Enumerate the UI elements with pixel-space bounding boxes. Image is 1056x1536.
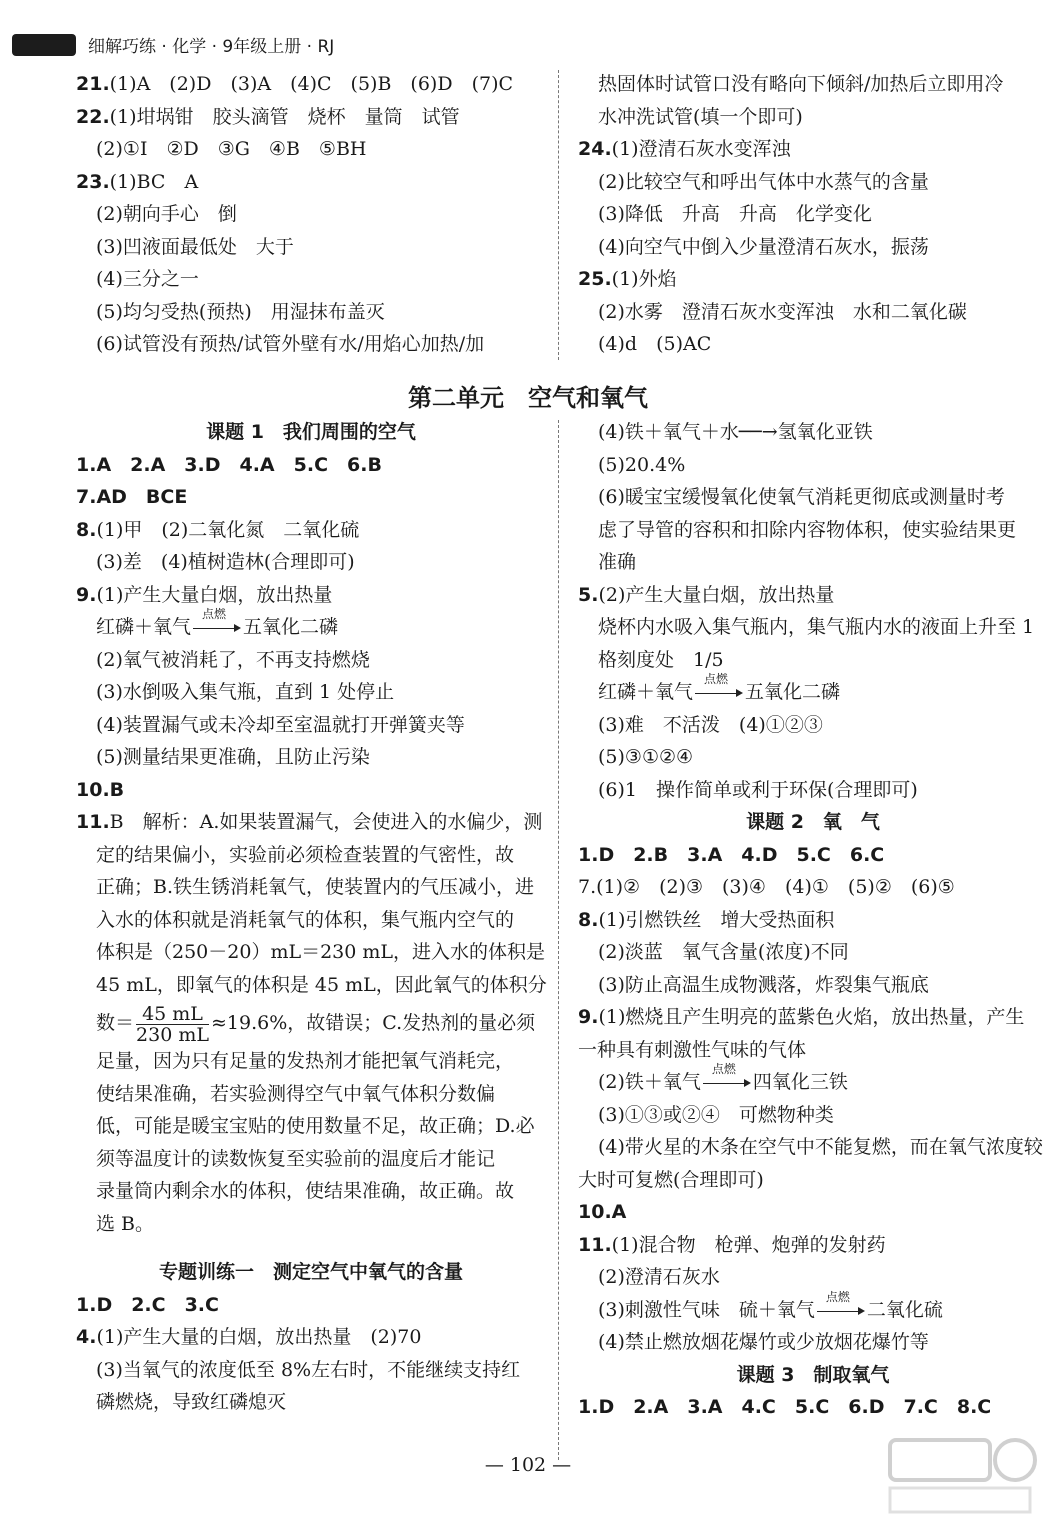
- left-column: [76, 416, 546, 1419]
- lesson2-answer-10: 10.A: [578, 1201, 627, 1223]
- lesson1-answer-9e: (5)测量结果更准确，且防止污染: [96, 746, 370, 768]
- lesson2-heading: 课题 2 氧 气: [746, 811, 880, 833]
- lesson2-answer-11: 11.(1)混合物 枪弹、炮弹的发射药: [578, 1233, 886, 1256]
- lesson3-heading: 课题 3 制取氧气: [736, 1363, 890, 1386]
- lesson1-answer-9b: (2)氧气被消耗了，不再支持燃烧: [96, 648, 370, 671]
- lesson2-answer-8b: (2)淡蓝 氧气含量(浓度)不同: [598, 941, 849, 963]
- q24-part2: (2)比较空气和呼出气体中水蒸气的含量: [598, 170, 929, 193]
- q23-part6: (6)试管没有预热/试管外壁有水/用焰心加热/加: [96, 333, 485, 355]
- q23: 23.(1)BC A: [76, 170, 199, 193]
- header-title: 细解巧练 · 化学 · 9年级上册 · RJ: [88, 37, 335, 57]
- header-tab: [12, 34, 76, 56]
- reaction-arrow: 点燃: [191, 618, 243, 638]
- training-answer-5b: 烧杯内水吸入集气瓶内，集气瓶内水的液面上升至 1: [598, 616, 1035, 638]
- lesson2-answer-8c: (3)防止高温生成物溅落，炸裂集气瓶底: [598, 973, 929, 996]
- equation-phosphorus-2: 红磷＋氧气 点燃 五氧化二磷: [598, 672, 841, 703]
- explanation-line: 入水的体积就是消耗氧气的体积，集气瓶内空气的: [96, 908, 515, 931]
- equation-phosphorus: 红磷＋氧气 点燃 五氧化二磷: [96, 607, 339, 638]
- training-answers-1-3: 1.D 2.C 3.C: [76, 1293, 219, 1316]
- q23-part4: (4)三分之一: [96, 268, 199, 290]
- top-left-column: [76, 68, 546, 361]
- training-answer-5e: (5)③①②④: [598, 746, 694, 768]
- training-answer-5d: (3)难 不活泼 (4)①②③: [598, 713, 823, 736]
- q23-part5: (5)均匀受热(预热) 用湿抹布盖灭: [96, 300, 385, 323]
- training-answer-5f: (6)1 操作简单或利于环保(合理即可): [598, 778, 918, 801]
- right-column: [578, 416, 1048, 1424]
- training-answer-4g: 虑了导管的容积和扣除内容物体积，使实验结果更: [598, 518, 1017, 541]
- q24-part3: (3)降低 升高 升高 化学变化: [598, 203, 872, 225]
- training-answer-5: 5.(2)产生大量白烟，放出热量: [578, 583, 835, 606]
- watermark-logo: [880, 1430, 1040, 1520]
- training-answer-4: 4.(1)产生大量的白烟，放出热量 (2)70: [76, 1326, 422, 1348]
- column-divider-top: [558, 70, 559, 360]
- explanation-line: 选 B。: [96, 1212, 155, 1235]
- page-number: — 102 —: [484, 1454, 572, 1476]
- column-divider-bottom: [558, 420, 559, 1460]
- lesson2-answer-11b: (2)澄清石灰水: [598, 1266, 720, 1288]
- training-answer-4c: 磷燃烧，导致红磷熄灭: [96, 1391, 287, 1413]
- explanation-fraction-line: 数＝ $\frac{45 mL}{230 mL}$ ≈19.6%，故错误；C.发热剂的量必须: [96, 1002, 536, 1046]
- q23-part2: (2)朝向手心 倒: [96, 203, 237, 225]
- lesson1-answer-7: 7.AD BCE: [76, 486, 188, 508]
- unit-title: 第二单元 空气和氧气: [408, 384, 648, 412]
- q22: 22.(1)坩埚钳 胶头滴管 烧杯 量筒 试管: [76, 105, 460, 128]
- top-right-column: [578, 68, 1048, 361]
- explanation-line: 低，可能是暖宝宝贴的使用数量不足，故正确；D.必: [96, 1115, 535, 1137]
- training-answer-4h: 准确: [598, 551, 637, 573]
- q25: 25.(1)外焰: [578, 268, 677, 290]
- explanation-line: 定的结果偏小，实验前必须检查装置的气密性，故: [96, 843, 515, 866]
- lesson2-answer-9d: (3)①③或②④ 可燃物种类: [598, 1103, 834, 1126]
- lesson2-answer-11d: (4)禁止燃放烟花爆竹或少放烟花爆竹等: [598, 1331, 929, 1353]
- training-answer-4d: (4)铁＋氧气＋水──→氢氧化亚铁: [598, 421, 873, 443]
- explanation-line: 录量筒内剩余水的体积，使结果准确，故正确。故: [96, 1180, 515, 1202]
- q23-cont2: 水冲洗试管(填一个即可): [598, 105, 803, 128]
- reaction-arrow: 点燃: [701, 1073, 753, 1093]
- q24: 24.(1)澄清石灰水变浑浊: [578, 138, 791, 160]
- explanation-line: 足量，因为只有足量的发热剂才能把氧气消耗完，: [96, 1050, 515, 1072]
- lesson1-answer-8b: (3)差 (4)植树造林(合理即可): [96, 551, 355, 573]
- lesson2-answer-9a2: 一种具有刺激性气味的气体: [578, 1038, 807, 1061]
- reaction-arrow: 点燃: [693, 683, 745, 703]
- explanation-line: 正确；B.铁生锈消耗氧气，使装置内的气压减小，进: [96, 876, 535, 898]
- training-answer-5c: 格刻度处 1/5: [598, 648, 724, 671]
- equation-iron: (2)铁＋氧气 点燃 四氧化三铁: [598, 1062, 848, 1093]
- training-answer-4b: (3)当氧气的浓度低至 8%左右时，不能继续支持红: [96, 1358, 521, 1381]
- q21: 21.(1)A (2)D (3)A (4)C (5)B (6)D (7)C: [76, 73, 514, 95]
- lesson1-answer-11: 11.B 解析：A.如果装置漏气，会使进入的水偏少，测: [76, 811, 543, 833]
- q23-cont1: 热固体时试管口没有略向下倾斜/加热后立即用冷: [598, 73, 1004, 95]
- explanation-line: 体积是（250－20）mL＝230 mL，进入水的体积是: [96, 941, 546, 963]
- lesson2-answers-1-6: 1.D 2.B 3.A 4.D 5.C 6.C: [578, 843, 885, 866]
- fraction: $\frac{45 mL}{230 mL}$: [136, 1002, 209, 1046]
- lesson2-answer-9f: 大时可复燃(合理即可): [578, 1168, 764, 1191]
- lesson2-answer-9e: (4)带火星的木条在空气中不能复燃，而在氧气浓度较: [598, 1136, 1043, 1158]
- special-training-heading: 专题训练一 测定空气中氧气的含量: [158, 1261, 463, 1283]
- q25-part2: (2)水雾 澄清石灰水变浑浊 水和二氧化碳: [598, 300, 967, 323]
- training-answer-4e: (5)20.4%: [598, 453, 686, 476]
- lesson1-answer-8: 8.(1)甲 (2)二氧化氮 二氧化硫: [76, 518, 360, 541]
- equation-sulfur: (3)刺激性气味 硫＋氧气 点燃 二氧化硫: [598, 1289, 943, 1321]
- explanation-line: 使结果准确，若实验测得空气中氧气体积分数偏: [96, 1082, 496, 1105]
- lesson2-answer-8: 8.(1)引燃铁丝 增大受热面积: [578, 908, 835, 931]
- lesson1-answer-9: 9.(1)产生大量白烟，放出热量: [76, 583, 333, 606]
- lesson1-answer-9c: (3)水倒吸入集气瓶，直到 1 处停止: [96, 681, 395, 703]
- lesson1-answers-1-6: 1.A 2.A 3.D 4.A 5.C 6.B: [76, 453, 382, 476]
- explanation-line: 须等温度计的读数恢复至实验前的温度后才能记: [96, 1147, 496, 1170]
- q22-part2: (2)①I ②D ③G ④B ⑤BH: [96, 138, 367, 160]
- reaction-arrow: 点燃: [815, 1301, 867, 1321]
- lesson1-answer-10: 10.B: [76, 778, 125, 801]
- lesson1-answer-9d: (4)装置漏气或未冷却至室温就打开弹簧夹等: [96, 713, 465, 736]
- lesson3-answers: 1.D 2.A 3.A 4.C 5.C 6.D 7.C 8.C: [578, 1396, 992, 1418]
- q24-part4: (4)向空气中倒入少量澄清石灰水，振荡: [598, 235, 929, 258]
- training-answer-4f: (6)暖宝宝缓慢氧化使氧气消耗更彻底或测量时考: [598, 486, 1005, 508]
- explanation-line: 45 mL，即氧气的体积是 45 mL，因此氧气的体积分: [96, 973, 547, 996]
- lesson2-answer-7: 7.(1)② (2)③ (3)④ (4)① (5)② (6)⑤: [578, 876, 955, 898]
- lesson2-answer-9: 9.(1)燃烧且产生明亮的蓝紫色火焰，放出热量，产生: [578, 1006, 1025, 1028]
- q23-part3: (3)凹液面最低处 大于: [96, 235, 294, 258]
- q25-part3: (4)d (5)AC: [598, 333, 712, 355]
- lesson1-heading: 课题 1 我们周围的空气: [206, 421, 416, 443]
